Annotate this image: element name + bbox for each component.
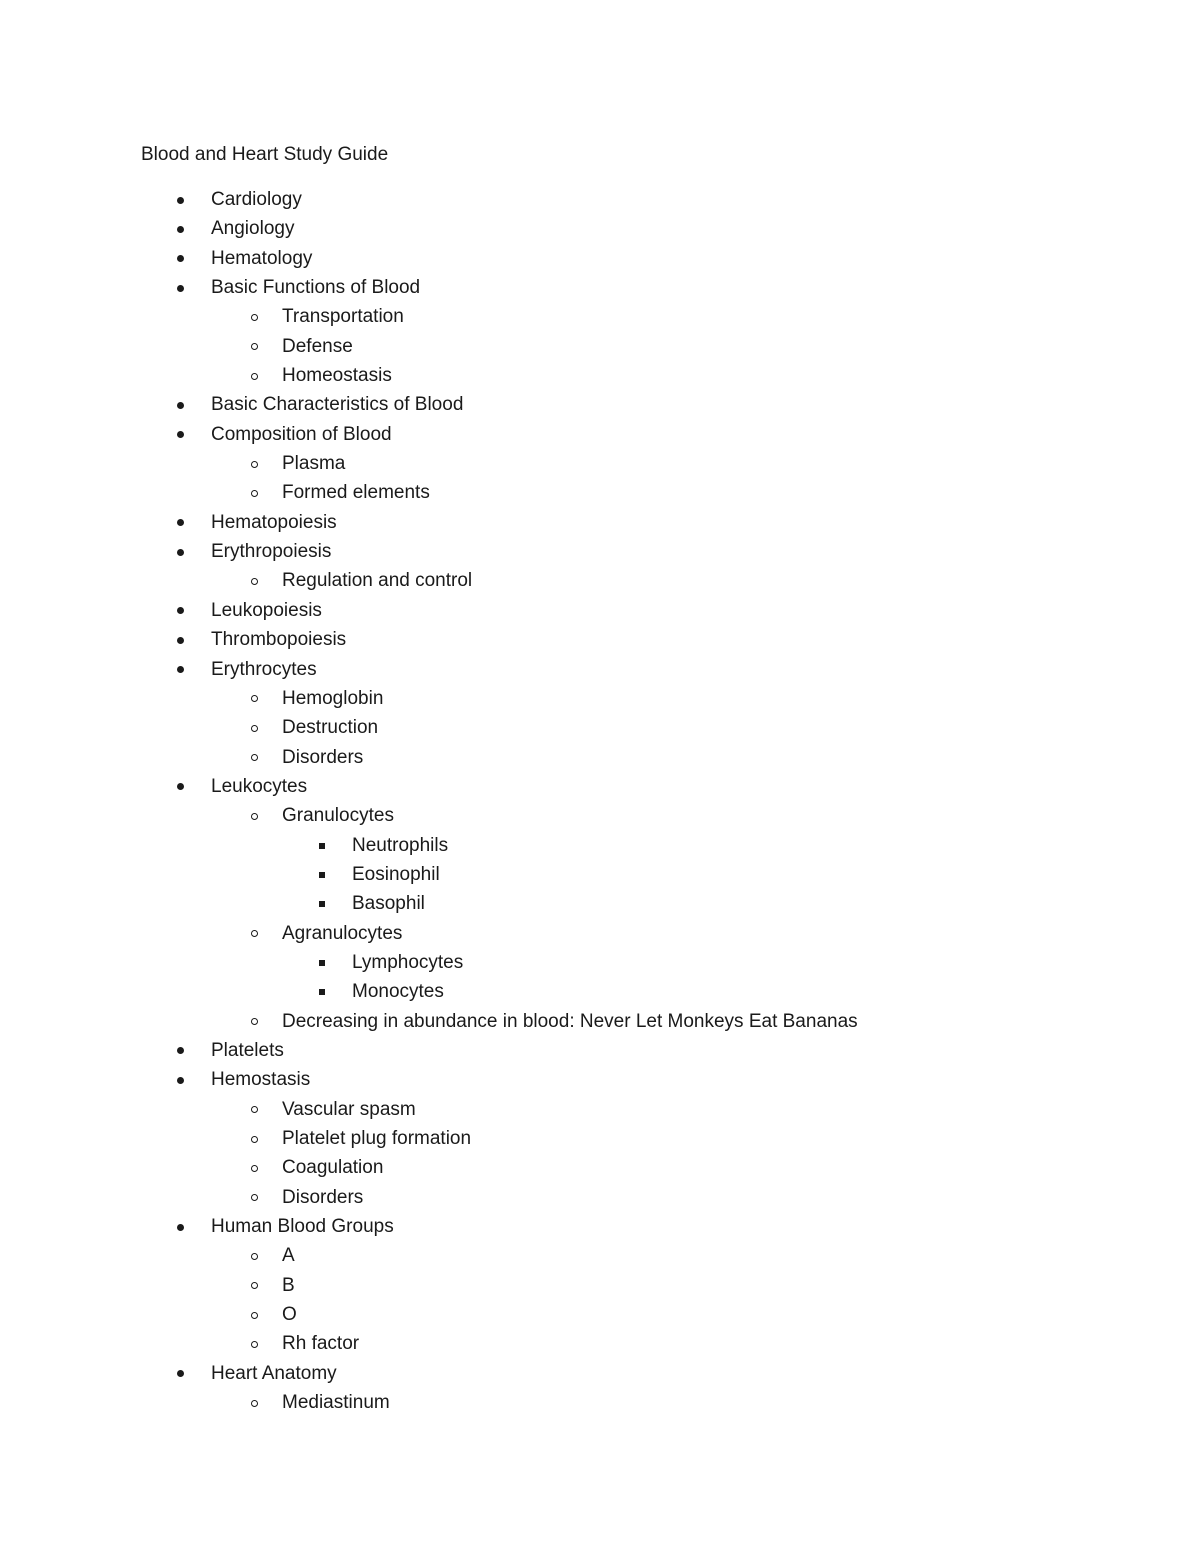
outline-item-level-2 [0,686,1200,715]
outline-item-text: B [282,1274,295,1296]
outline-item-text: Neutrophils [352,834,449,856]
filled-disc-bullet-icon [170,598,190,624]
outline-item-text: Platelet plug formation [282,1128,472,1149]
filled-disc-bullet-icon [170,246,190,272]
hollow-circle-bullet-icon [244,1243,264,1269]
outline-item-text: Basic Characteristics of Blood [211,394,464,416]
outline-item-text: Disorders [282,746,364,768]
filled-square-bullet-icon [312,862,332,888]
outline-item-level-1 [0,1214,1200,1243]
hollow-circle-bullet-icon [244,1273,264,1299]
filled-disc-bullet-icon [170,539,190,565]
outline-item-text: Heart Anatomy [211,1362,337,1384]
filled-disc-bullet-icon [170,657,190,683]
outline-item-text: Rh factor [282,1333,360,1355]
outline-item-level-2 [0,1185,1200,1214]
outline-item-text: Lymphocytes [352,951,464,973]
outline-item-text: Erythropoiesis [211,541,332,563]
outline-item-text: Platelets [211,1039,284,1061]
outline-item-text: Basic Functions of Blood [211,277,421,299]
outline-item-text: Hemoglobin [282,687,384,709]
filled-disc-bullet-icon [170,774,190,800]
outline-item-text: Basophil [352,893,425,915]
outline-item-level-1 [0,598,1200,627]
filled-disc-bullet-icon [170,1214,190,1240]
hollow-circle-bullet-icon [244,715,264,741]
filled-disc-bullet-icon [170,510,190,536]
outline-item-level-1 [0,275,1200,304]
hollow-circle-bullet-icon [244,921,264,947]
outline-item-level-1 [0,657,1200,686]
outline-item-level-1 [0,774,1200,803]
outline-item-text: Defense [282,335,353,357]
filled-disc-bullet-icon [170,422,190,448]
outline-item-text: Eosinophil [352,863,440,885]
outline-item-text: Disorders [282,1186,364,1208]
outline-item-level-2 [0,1097,1200,1126]
outline-item-text: Monocytes [352,981,444,1003]
filled-disc-bullet-icon [170,275,190,301]
outline-item-level-2 [0,480,1200,509]
outline-item-level-2 [0,363,1200,392]
outline-item-text: Hematopoiesis [211,511,337,533]
outline-item-text: Composition of Blood [211,423,392,445]
hollow-circle-bullet-icon [244,451,264,477]
outline-item-text: Plasma [282,453,346,475]
hollow-circle-bullet-icon [244,304,264,330]
filled-disc-bullet-icon [170,1361,190,1387]
hollow-circle-bullet-icon [244,745,264,771]
outline-item-text: Thrombopoiesis [211,629,347,651]
hollow-circle-bullet-icon [244,1331,264,1357]
outline-item-text: Agranulocytes [282,922,403,944]
outline-item-text: Formed elements [282,482,430,504]
hollow-circle-bullet-icon [244,1126,264,1152]
outline-item-level-2 [0,1155,1200,1184]
outline-item-text: Angiology [211,218,295,240]
filled-disc-bullet-icon [170,392,190,418]
hollow-circle-bullet-icon [244,1097,264,1123]
filled-square-bullet-icon [312,891,332,917]
hollow-circle-bullet-icon [244,480,264,506]
hollow-circle-bullet-icon [244,334,264,360]
outline-item-text: Destruction [282,717,379,739]
outline-item-text: Hemostasis [211,1069,311,1091]
outline-item-level-3 [0,891,1200,920]
filled-square-bullet-icon [312,950,332,976]
outline-item-text: Hematology [211,247,313,269]
filled-disc-bullet-icon [170,1067,190,1093]
outline-item-level-1 [0,1038,1200,1067]
filled-disc-bullet-icon [170,187,190,213]
hollow-circle-bullet-icon [244,1302,264,1328]
filled-disc-bullet-icon [170,216,190,242]
outline-item-text: A [282,1245,295,1267]
outline-item-level-1 [0,627,1200,656]
hollow-circle-bullet-icon [244,803,264,829]
hollow-circle-bullet-icon [244,568,264,594]
outline-item-level-1 [0,392,1200,421]
outline-item-level-2 [0,1302,1200,1331]
outline-item-text: Regulation and control [282,570,473,592]
filled-square-bullet-icon [312,833,332,859]
outline-item-level-2 [0,1126,1200,1155]
hollow-circle-bullet-icon [244,1390,264,1416]
outline-list [0,187,1200,1419]
outline-item-level-1 [0,187,1200,216]
outline-item-text: Leukocytes [211,775,308,797]
outline-item-text: Vascular spasm [282,1098,416,1120]
outline-item-level-1 [0,1361,1200,1390]
hollow-circle-bullet-icon [244,1009,264,1035]
outline-item-text: Decreasing in abundance in blood: Never Let Monkeys Eat Bananas [282,1010,858,1032]
outline-item-level-2 [0,451,1200,480]
filled-square-bullet-icon [312,979,332,1005]
outline-item-level-2 [0,1243,1200,1272]
outline-item-level-1 [0,1067,1200,1096]
outline-item-level-2 [0,745,1200,774]
filled-disc-bullet-icon [170,1038,190,1064]
outline-item-level-3 [0,979,1200,1008]
outline-item-text: Coagulation [282,1157,384,1179]
outline-item-text: Granulocytes [282,805,394,827]
outline-item-text: Transportation [282,306,404,328]
outline-item-level-1 [0,216,1200,245]
outline-item-level-2 [0,715,1200,744]
outline-item-text: Human Blood Groups [211,1216,394,1238]
hollow-circle-bullet-icon [244,1155,264,1181]
outline-item-level-2 [0,568,1200,597]
outline-item-level-2 [0,304,1200,333]
outline-item-level-1 [0,246,1200,275]
outline-item-level-2 [0,921,1200,950]
page-title: Blood and Heart Study Guide [141,144,389,165]
outline-item-level-2 [0,803,1200,832]
outline-item-text: O [282,1304,297,1326]
outline-item-text: Erythrocytes [211,658,317,680]
hollow-circle-bullet-icon [244,363,264,389]
outline-item-text: Leukopoiesis [211,599,322,621]
outline-item-level-1 [0,422,1200,451]
outline-item-text: Mediastinum [282,1392,390,1414]
outline-item-level-1 [0,510,1200,539]
outline-item-level-3 [0,950,1200,979]
filled-disc-bullet-icon [170,627,190,653]
hollow-circle-bullet-icon [244,686,264,712]
outline-item-text: Homeostasis [282,365,392,387]
outline-item-text: Cardiology [211,189,302,210]
outline-item-level-3 [0,833,1200,862]
outline-item-level-2 [0,334,1200,363]
outline-item-level-2 [0,1273,1200,1302]
hollow-circle-bullet-icon [244,1185,264,1211]
outline-item-level-2 [0,1331,1200,1360]
outline-item-level-3 [0,862,1200,891]
outline-item-level-1 [0,539,1200,568]
outline-item-level-2 [0,1390,1200,1419]
outline-item-level-2 [0,1009,1200,1038]
